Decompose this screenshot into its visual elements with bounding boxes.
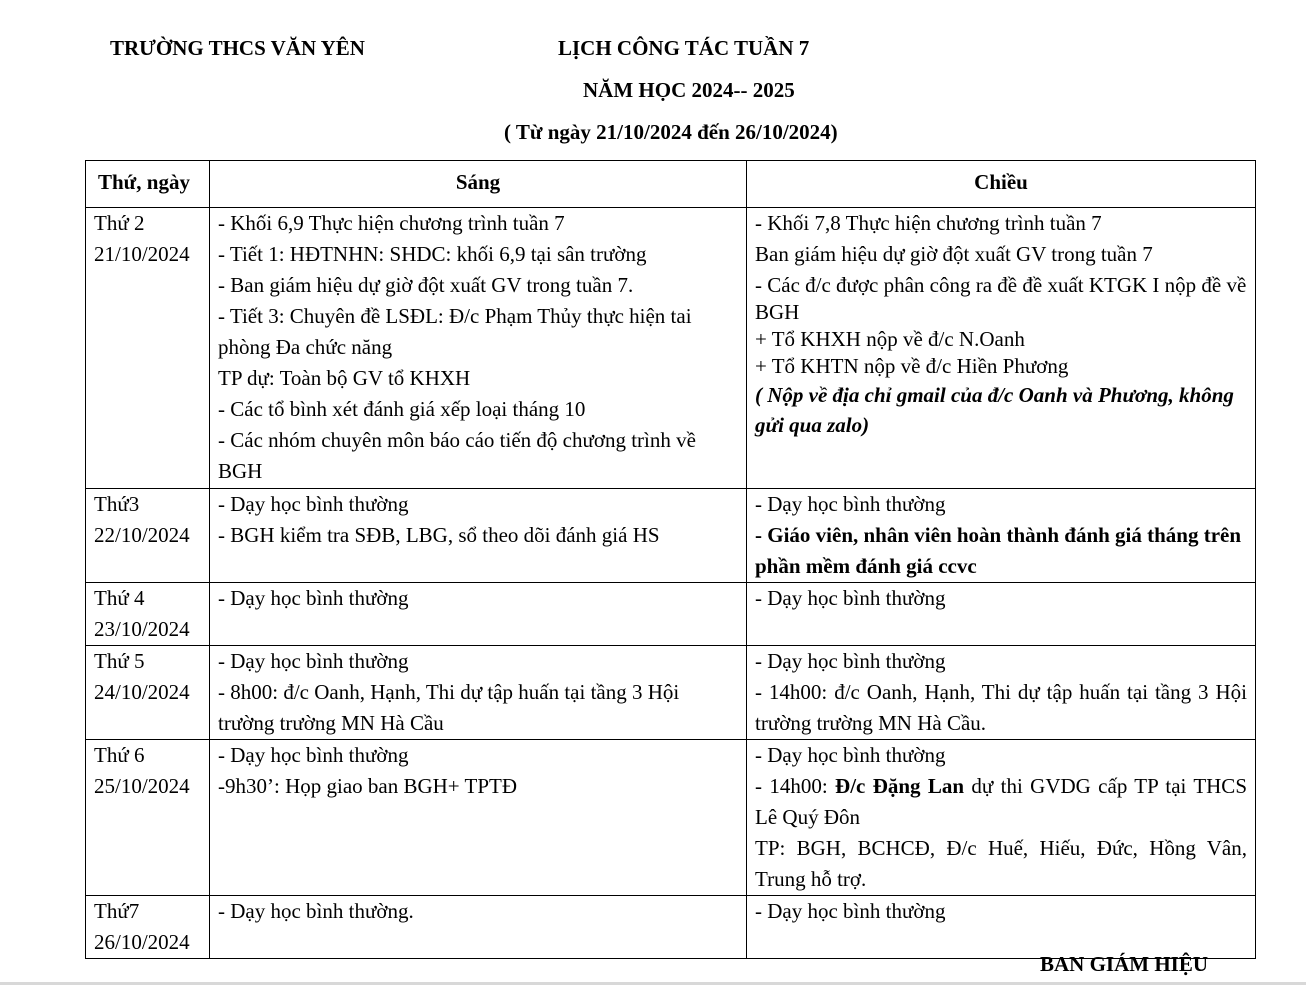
morning-item: -9h30’: Họp giao ban BGH+ TPTĐ <box>218 774 518 798</box>
morning-item: TP dự: Toàn bộ GV tổ KHXH <box>218 366 471 390</box>
table-row-tue <box>86 489 1256 583</box>
exam-detail: dự thi GVDG cấp TP tại THCS Lê Quý Đôn <box>755 774 1247 829</box>
day-cell <box>86 489 210 583</box>
afternoon-item: - 14h00: đ/c Oanh, Hạnh, Thi dự tập huấn tại tầng 3 Hội trường trường MN Hà Cầu. <box>755 680 1247 735</box>
morning-cell <box>210 740 747 896</box>
afternoon-item: Ban giám hiệu dự giờ đột xuất GV trong tuần 7 <box>755 242 1153 266</box>
column-header-day: Thứ, ngày <box>86 161 210 208</box>
table-row-thu <box>86 646 1256 740</box>
morning-cell <box>210 896 747 959</box>
morning-item: - Dạy học bình thường <box>218 492 409 516</box>
page-bottom-divider <box>0 982 1306 985</box>
afternoon-item-bold <box>755 520 1247 582</box>
afternoon-cell <box>747 646 1256 740</box>
morning-item: - Dạy học bình thường <box>218 586 409 610</box>
exam-time: - 14h00: <box>755 774 836 798</box>
morning-item: - Khối 6,9 Thực hiện chương trình tuần 7 <box>218 211 565 235</box>
table-row-mon <box>86 208 1256 489</box>
afternoon-item: + Tổ KHTN nộp về đ/c Hiền Phương <box>755 354 1069 378</box>
morning-item: - 8h00: đ/c Oanh, Hạnh, Thi dự tập huấn tại tầng 3 Hội trường trường MN Hà Cầu <box>218 680 680 735</box>
table-header-row <box>86 161 1256 208</box>
bullet-prefix: - <box>755 523 768 547</box>
school-name: TRƯỜNG THCS VĂN YÊN <box>110 36 365 60</box>
afternoon-item: - Dạy học bình thường <box>755 586 946 610</box>
afternoon-bold-text: Giáo viên, nhân viên hoàn thành đánh giá tháng trên phần mềm đánh giá ccvc <box>755 523 1242 578</box>
column-header-afternoon: Chiều <box>747 161 1256 208</box>
table-row-sat <box>86 896 1256 959</box>
morning-cell <box>210 646 747 740</box>
afternoon-note: ( Nộp về địa chỉ gmail của đ/c Oanh và Phương, không gửi qua zalo) <box>755 383 1234 437</box>
day-cell <box>86 896 210 959</box>
day-date: 23/10/2024 <box>94 617 190 641</box>
day-label: Thứ3 <box>94 492 140 516</box>
day-cell <box>86 583 210 646</box>
day-cell <box>86 208 210 489</box>
afternoon-item: - Dạy học bình thường <box>755 492 946 516</box>
morning-item: - Các tổ bình xét đánh giá xếp loại tháng 10 <box>218 397 586 421</box>
table-row-wed <box>86 583 1256 646</box>
day-date: 24/10/2024 <box>94 680 190 704</box>
morning-item: - Tiết 1: HĐTNHN: SHDC: khối 6,9 tại sân trường <box>218 242 647 266</box>
exam-teacher: Đ/c Đặng Lan <box>835 774 965 798</box>
afternoon-cell <box>747 489 1256 583</box>
day-date: 26/10/2024 <box>94 930 190 954</box>
day-cell <box>86 646 210 740</box>
morning-item: - Dạy học bình thường <box>218 743 409 767</box>
morning-cell <box>210 583 747 646</box>
afternoon-item: - Khối 7,8 Thực hiện chương trình tuần 7 <box>755 211 1102 235</box>
afternoon-item: - Dạy học bình thường <box>755 649 946 673</box>
table-row-fri <box>86 740 1256 896</box>
afternoon-cell <box>747 740 1256 896</box>
day-label: Thứ 6 <box>94 743 145 767</box>
afternoon-cell <box>747 208 1256 489</box>
afternoon-item: - Các đ/c được phân công ra đề đề xuất KTGK I nộp đề về BGH <box>755 273 1247 324</box>
day-label: Thứ7 <box>94 899 140 923</box>
morning-item: - Dạy học bình thường <box>218 649 409 673</box>
signature-label: BAN GIÁM HIỆU <box>1040 952 1209 976</box>
schedule-table <box>85 160 1256 959</box>
day-label: Thứ 2 <box>94 211 145 235</box>
day-label: Thứ 5 <box>94 649 145 673</box>
date-range: ( Từ ngày 21/10/2024 đến 26/10/2024) <box>504 120 838 144</box>
afternoon-cell <box>747 896 1256 959</box>
afternoon-item: + Tổ KHXH nộp về đ/c N.Oanh <box>755 327 1025 351</box>
day-date: 21/10/2024 <box>94 242 190 266</box>
day-cell <box>86 740 210 896</box>
morning-item: - Tiết 3: Chuyên đề LSĐL: Đ/c Phạm Thủy thực hiện tai phòng Đa chức năng <box>218 304 692 359</box>
morning-item: - Các nhóm chuyên môn báo cáo tiến độ chương trình về BGH <box>218 428 696 483</box>
afternoon-item: - Dạy học bình thường <box>755 743 946 767</box>
afternoon-cell <box>747 583 1256 646</box>
afternoon-item: - Dạy học bình thường <box>755 899 946 923</box>
morning-item: - Dạy học bình thường. <box>218 899 414 923</box>
day-date: 25/10/2024 <box>94 774 190 798</box>
morning-cell <box>210 208 747 489</box>
afternoon-item: TP: BGH, BCHCĐ, Đ/c Huế, Hiếu, Đức, Hồng Vân, Trung hỗ trợ. <box>755 836 1247 891</box>
school-year: NĂM HỌC 2024-- 2025 <box>583 78 795 102</box>
afternoon-exam-item <box>755 771 1247 833</box>
morning-cell <box>210 489 747 583</box>
morning-item: - BGH kiểm tra SĐB, LBG, sổ theo dõi đánh giá HS <box>218 523 660 547</box>
column-header-morning: Sáng <box>210 161 747 208</box>
day-label: Thứ 4 <box>94 586 145 610</box>
morning-item: - Ban giám hiệu dự giờ đột xuất GV trong tuần 7. <box>218 273 634 297</box>
schedule-title: LỊCH CÔNG TÁC TUẦN 7 <box>558 36 810 60</box>
day-date: 22/10/2024 <box>94 523 190 547</box>
